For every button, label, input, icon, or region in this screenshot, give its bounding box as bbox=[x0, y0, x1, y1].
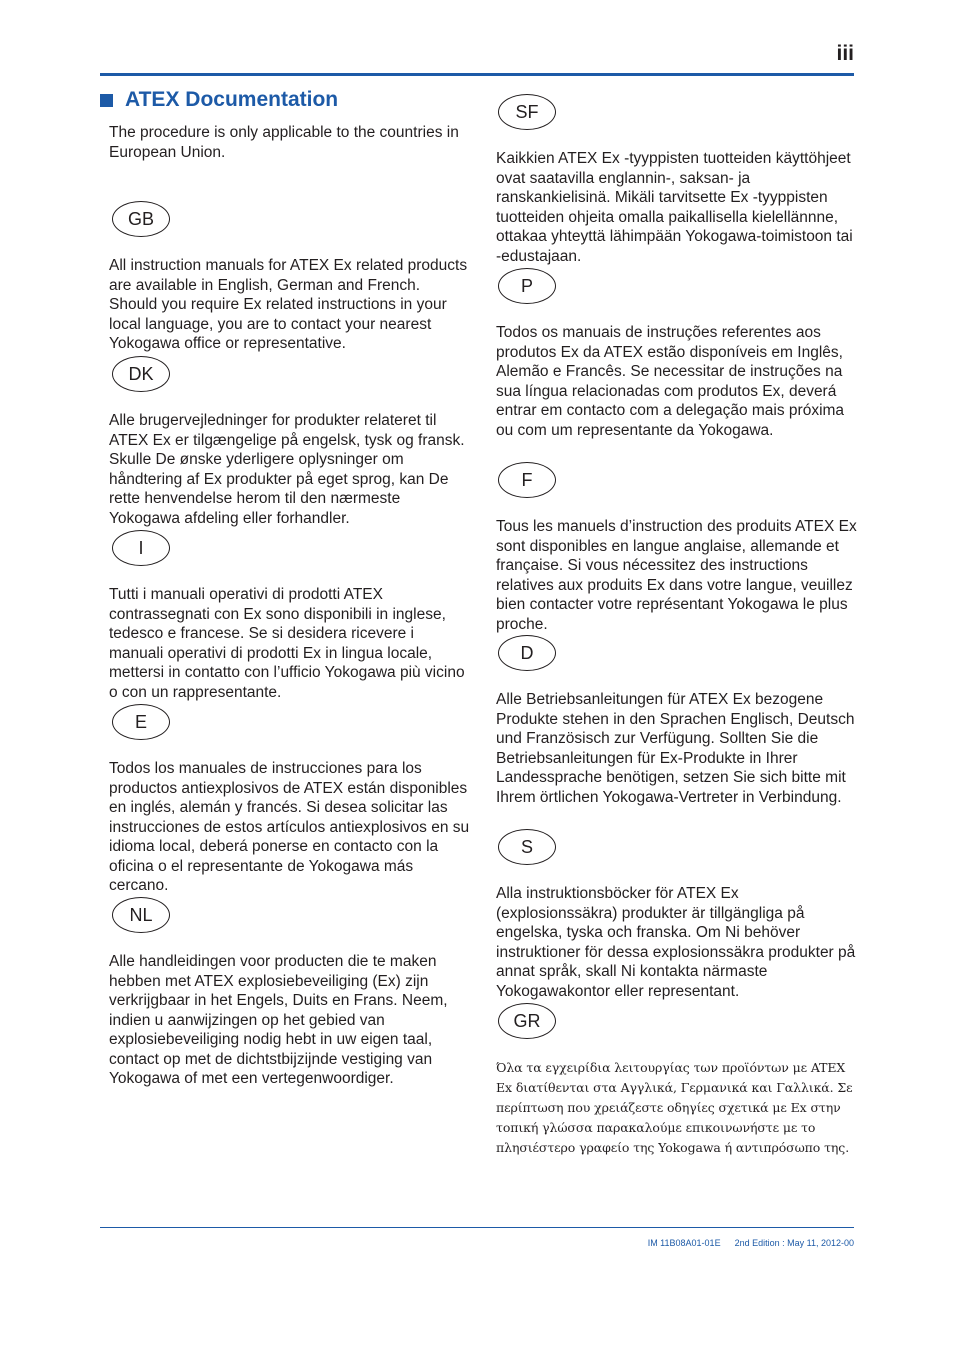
language-text: All instruction manuals for ATEX Ex related products are available in English, German and French. Should you require Ex related instructions in your local language, you are to contact your nearest Yokogawa office or representative. bbox=[109, 257, 468, 352]
language-text: Alle brugervejledninger for produkter relateret til ATEX Ex er tilgængelige på engelsk, tysk og fransk. Skulle De ønske yderligere oplysninger om håndtering af Ex produkter på eget sprog, kan De rette henvendelse herom til den nærmeste Yokogawa afdeling eller forhandler. bbox=[109, 412, 465, 527]
language-block-nl bbox=[109, 897, 471, 1089]
page-number: iii bbox=[836, 42, 854, 65]
language-text: Alle Betriebsanleitungen für ATEX Ex bezogene Produkte stehen in den Sprachen Englisch, Deutsch und Französisch zur Verfügung. Sollten Sie die Betriebsanleitungen für Ex-Produkte in Ihrer Landessprache benötigen, setzen Sie sich bitte mit Ihrem örtlichen Yokogawa-Vertreter in Verbindung. bbox=[496, 691, 855, 806]
header-rule bbox=[100, 73, 854, 76]
language-badge: GR bbox=[498, 1003, 556, 1039]
footer-rule bbox=[100, 1227, 854, 1228]
language-badge: DK bbox=[112, 356, 170, 392]
language-block-f bbox=[496, 462, 858, 634]
language-text: Alla instruktionsböcker för ATEX Ex (explosionssäkra) produkter är tillgängliga på engelska, tyska och franska. Om Ni behöver instruktioner för dessa explosionssäkra produkter på annat språk, skall Ni kontakta närmaste Yokogawakontor eller representant. bbox=[496, 885, 856, 1000]
language-badge: I bbox=[112, 530, 170, 566]
language-block-sf bbox=[496, 94, 858, 266]
section-heading bbox=[100, 88, 338, 112]
page-footer bbox=[648, 1238, 854, 1248]
language-block-gb bbox=[109, 201, 471, 354]
language-block-d bbox=[496, 635, 858, 807]
language-block-i bbox=[109, 530, 471, 702]
language-text: Kaikkien ATEX Ex -tyyppisten tuotteiden käyttöhjeet ovat saatavilla englannin-, saksan- ja ranskankielisinä. Mikäli tarvitsette Ex -tyyppisten tuotteiden ohjeita omalla paikallisella kielellännne, ottakaa yhteyttä lähimpään Yokogawa-toimistoon tai -edustajaan. bbox=[496, 150, 853, 265]
language-badge: F bbox=[498, 462, 556, 498]
language-badge: D bbox=[498, 635, 556, 671]
language-text: Alle handleidingen voor producten die te maken hebben met ATEX explosiebeveiliging (Ex) zijn verkrijgbaar in het Engels, Duits en Frans. Neem, indien u aanwijzingen op het gebied van explosiebeveiliging nodig hebt in uw eigen taal, contact op met de dichtstbijzijnde vestiging van Yokogawa of met een vertegenwoordiger. bbox=[109, 953, 448, 1087]
language-text: Todos os manuais de instruções referentes aos produtos Ex da ATEX estão disponíveis em Inglês, Alemão e Francês. Se necessitar de instruções na sua língua relacionadas com produtos Ex, deverá entrar em contacto com a delegação mais próxima ou com um representante da Yokogawa. bbox=[496, 324, 845, 439]
document-id: IM 11B08A01-01E bbox=[647, 1238, 721, 1248]
language-text: Tous les manuels d’instruction des produits ATEX Ex sont disponibles en langue anglaise, allemande et française. Si vous nécessitez des instructions relatives aux produits Ex dans votre langue, veuillez bien contacter votre représentant Yokogawa le plus proche. bbox=[496, 518, 857, 633]
language-badge: S bbox=[498, 829, 556, 865]
language-badge: P bbox=[498, 268, 556, 304]
section-title: ATEX Documentation bbox=[125, 88, 339, 111]
language-block-s bbox=[496, 829, 858, 1001]
section-intro: The procedure is only applicable to the countries in European Union. bbox=[109, 124, 459, 161]
language-badge: GB bbox=[112, 201, 170, 237]
language-block-e bbox=[109, 704, 471, 896]
language-badge: E bbox=[112, 704, 170, 740]
language-text: Όλα τα εγχειρίδια λειτουργίας των προϊόντων με ATEX Ex διατίθενται στα Αγγλικά, Γερμανικά και Γαλλικά. Σε περίπτωση που χρειάζεστε οδηγίες σχετικά με Ex στην τοπική γλώσσα παρακαλούμε επικοινωνήστε με το πλησιέστερο γραφείο της Yokogawa ή αντιπρόσωπο της. bbox=[496, 1060, 853, 1155]
language-text: Tutti i manuali operativi di prodotti ATEX contrassegnati con Ex sono disponibili in inglese, tedesco e francese. Se si desidera ricevere i manuali operativi di prodotti Ex in lingua locale, mettersi in contatto con l’ufficio Yokogawa più vicino o con un rappresentante. bbox=[109, 586, 465, 701]
edition-date: 2nd Edition : May 11, 2012-00 bbox=[734, 1238, 854, 1248]
language-block-gr bbox=[496, 1003, 858, 1158]
language-badge: NL bbox=[112, 897, 170, 933]
language-block-p bbox=[496, 268, 858, 440]
language-block-dk bbox=[109, 356, 471, 528]
language-badge: SF bbox=[498, 94, 556, 130]
language-text: Todos los manuales de instrucciones para los productos antiexplosivos de ATEX están disponibles en inglés, alemán y francés. Si desea solicitar las instrucciones de estos artículos antiexplosivos en su idioma local, deberá ponerse en contacto con la oficina o el representante de Yokogawa más cercano. bbox=[109, 760, 470, 894]
bullet-square-icon bbox=[100, 94, 113, 107]
